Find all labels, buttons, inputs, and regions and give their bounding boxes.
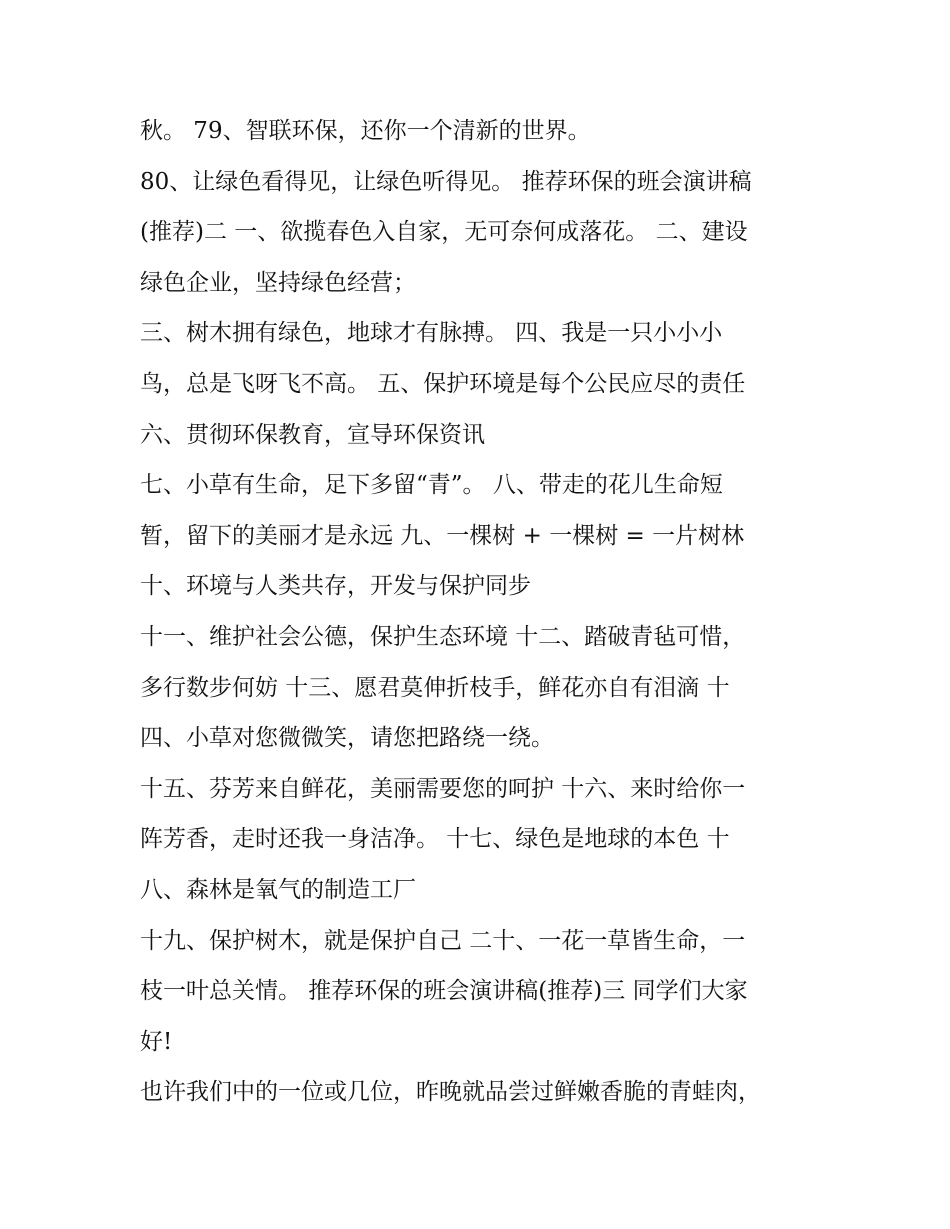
text-line: (推荐)二 一、欲揽春色入自家，无可奈何成落花。 二、建设 bbox=[140, 219, 748, 246]
text-line: 七、小草有生命，足下多留“青”。 八、带走的花儿生命短 bbox=[140, 472, 723, 499]
text-line: 多行数步何妨 十三、愿君莫伸折枝手，鲜花亦自有泪滴 十 bbox=[140, 674, 730, 701]
text-line: 三、树木拥有绿色，地球才有脉搏。 四、我是一只小小小 bbox=[140, 320, 723, 347]
text-line: 十五、芬芳来自鲜花，美丽需要您的呵护 十六、来时给你一 bbox=[140, 775, 746, 802]
text-line: 十、环境与人类共存，开发与保护同步 bbox=[140, 573, 531, 600]
text-line: 八、森林是氧气的制造工厂 bbox=[140, 876, 416, 903]
text-line: 好! bbox=[140, 1028, 173, 1055]
document-body bbox=[140, 106, 840, 1118]
text-line: 绿色企业，坚持绿色经营； bbox=[140, 269, 416, 296]
text-line: 十九、保护树木，就是保护自己 二十、一花一草皆生命，一 bbox=[140, 927, 746, 954]
text-line: 秋。 79、智联环保，还你一个清新的世界。 bbox=[140, 118, 591, 144]
text-line: 六、贯彻环保教育，宣导环保资讯 bbox=[140, 421, 485, 448]
text-line: 也许我们中的一位或几位，昨晚就品尝过鲜嫩香脆的青蛙肉， bbox=[140, 1079, 761, 1106]
text-line: 暂，留下的美丽才是永远 九、一棵树 + 一棵树 = 一片树林 bbox=[140, 522, 745, 549]
text-line: 十一、维护社会公德，保护生态环境 十二、踏破青毡可惜， bbox=[140, 623, 746, 650]
text-line: 阵芳香，走时还我一身洁净。 十七、绿色是地球的本色 十 bbox=[140, 826, 730, 853]
text-line: 鸟，总是飞呀飞不高。 五、保护环境是每个公民应尽的责任 bbox=[140, 370, 746, 397]
text-line: 四、小草对您微微笑，请您把路绕一绕。 bbox=[140, 725, 554, 752]
text-line: 枝一叶总关情。 推荐环保的班会演讲稿(推荐)三 同学们大家 bbox=[140, 978, 748, 1005]
text-line: 80、让绿色看得见，让绿色听得见。 推荐环保的班会演讲稿 bbox=[140, 168, 752, 195]
